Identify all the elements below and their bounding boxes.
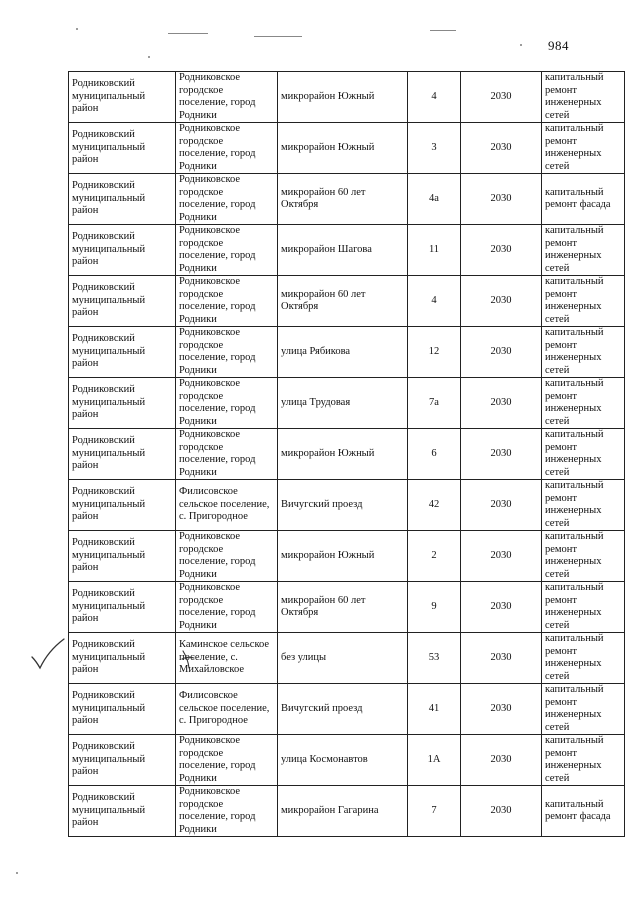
year-cell: 2030 [461,786,542,837]
street-cell: микрорайон Южный [278,123,408,174]
year-cell: 2030 [461,531,542,582]
year-cell: 2030 [461,633,542,684]
year-cell: 2030 [461,684,542,735]
district-cell: Родниковский муниципальный район [69,327,176,378]
settlement-cell: Филисовское сельское поселение, с. Пригородное [176,684,278,735]
street-cell: микрорайон 60 лет Октября [278,582,408,633]
table-row [69,480,625,531]
scan-artifact-dot [148,56,150,58]
handwritten-mark-icon [180,649,196,669]
street-cell: микрорайон 60 лет Октября [278,276,408,327]
year-cell: 2030 [461,123,542,174]
table-row [69,225,625,276]
house-number-cell: 1А [408,735,461,786]
year-cell: 2030 [461,582,542,633]
street-cell: микрорайон Южный [278,72,408,123]
street-cell: Вичугский проезд [278,480,408,531]
settlement-cell: Родниковское городское поселение, город Родники [176,174,278,225]
house-number-cell: 7а [408,378,461,429]
year-cell: 2030 [461,429,542,480]
year-cell: 2030 [461,72,542,123]
handwritten-checkmark-icon [30,637,66,671]
work-type-cell: капитальный ремонт инженерных сетей [542,735,625,786]
street-cell: улица Трудовая [278,378,408,429]
table-row [69,72,625,123]
year-cell: 2030 [461,174,542,225]
scan-artifact-dot [16,872,18,874]
scan-artifact-dot [76,28,78,30]
year-cell: 2030 [461,735,542,786]
work-type-cell: капитальный ремонт фасада [542,786,625,837]
work-type-cell: капитальный ремонт инженерных сетей [542,429,625,480]
year-cell: 2030 [461,378,542,429]
work-type-cell: капитальный ремонт инженерных сетей [542,276,625,327]
house-number-cell: 6 [408,429,461,480]
year-cell: 2030 [461,225,542,276]
district-cell: Родниковский муниципальный район [69,429,176,480]
district-cell: Родниковский муниципальный район [69,123,176,174]
table-row [69,174,625,225]
work-type-cell: капитальный ремонт инженерных сетей [542,633,625,684]
settlement-cell: Родниковское городское поселение, город Родники [176,276,278,327]
housing-repair-table [68,71,625,837]
work-type-cell: капитальный ремонт инженерных сетей [542,582,625,633]
street-cell: Вичугский проезд [278,684,408,735]
table-body [69,72,625,837]
district-cell: Родниковский муниципальный район [69,480,176,531]
year-cell: 2030 [461,327,542,378]
house-number-cell: 42 [408,480,461,531]
settlement-cell: Родниковское городское поселение, город Родники [176,582,278,633]
scan-artifact-line [168,33,208,34]
house-number-cell: 4а [408,174,461,225]
house-number-cell: 4 [408,276,461,327]
street-cell: микрорайон Гагарина [278,786,408,837]
table-row [69,378,625,429]
house-number-cell: 2 [408,531,461,582]
district-cell: Родниковский муниципальный район [69,735,176,786]
settlement-cell: Родниковское городское поселение, город Родники [176,735,278,786]
district-cell: Родниковский муниципальный район [69,582,176,633]
table-row [69,531,625,582]
table-row [69,786,625,837]
settlement-cell: Родниковское городское поселение, город Родники [176,225,278,276]
table-row [69,582,625,633]
house-number-cell: 9 [408,582,461,633]
house-number-cell: 12 [408,327,461,378]
table-row [69,633,625,684]
district-cell: Родниковский муниципальный район [69,633,176,684]
work-type-cell: капитальный ремонт инженерных сетей [542,72,625,123]
settlement-cell: Каминское сельское поселение, с. Михайловское [176,633,278,684]
street-cell: улица Рябикова [278,327,408,378]
scan-artifact-dot [520,44,522,46]
house-number-cell: 3 [408,123,461,174]
district-cell: Родниковский муниципальный район [69,531,176,582]
settlement-cell: Родниковское городское поселение, город Родники [176,429,278,480]
district-cell: Родниковский муниципальный район [69,378,176,429]
district-cell: Родниковский муниципальный район [69,225,176,276]
settlement-cell: Родниковское городское поселение, город Родники [176,786,278,837]
work-type-cell: капитальный ремонт инженерных сетей [542,531,625,582]
settlement-cell: Родниковское городское поселение, город Родники [176,123,278,174]
house-number-cell: 41 [408,684,461,735]
work-type-cell: капитальный ремонт инженерных сетей [542,378,625,429]
house-number-cell: 11 [408,225,461,276]
settlement-cell: Родниковское городское поселение, город Родники [176,327,278,378]
district-cell: Родниковский муниципальный район [69,276,176,327]
street-cell: без улицы [278,633,408,684]
table-row [69,684,625,735]
table-row [69,327,625,378]
work-type-cell: капитальный ремонт инженерных сетей [542,684,625,735]
table-row [69,276,625,327]
work-type-cell: капитальный ремонт инженерных сетей [542,225,625,276]
street-cell: микрорайон Южный [278,531,408,582]
year-cell: 2030 [461,480,542,531]
district-cell: Родниковский муниципальный район [69,684,176,735]
work-type-cell: капитальный ремонт фасада [542,174,625,225]
scan-artifact-line [430,30,456,31]
house-number-cell: 7 [408,786,461,837]
street-cell: микрорайон 60 лет Октября [278,174,408,225]
scan-artifact-line [254,36,302,37]
page-number: 984 [548,38,569,53]
settlement-cell: Родниковское городское поселение, город Родники [176,378,278,429]
table-row [69,735,625,786]
year-cell: 2030 [461,276,542,327]
house-number-cell: 4 [408,72,461,123]
work-type-cell: капитальный ремонт инженерных сетей [542,327,625,378]
street-cell: микрорайон Южный [278,429,408,480]
table-row [69,429,625,480]
street-cell: улица Космонавтов [278,735,408,786]
district-cell: Родниковский муниципальный район [69,174,176,225]
work-type-cell: капитальный ремонт инженерных сетей [542,123,625,174]
district-cell: Родниковский муниципальный район [69,786,176,837]
settlement-cell: Филисовское сельское поселение, с. Пригородное [176,480,278,531]
settlement-cell: Родниковское городское поселение, город Родники [176,531,278,582]
table-row [69,123,625,174]
district-cell: Родниковский муниципальный район [69,72,176,123]
settlement-cell: Родниковское городское поселение, город Родники [176,72,278,123]
house-number-cell: 53 [408,633,461,684]
work-type-cell: капитальный ремонт инженерных сетей [542,480,625,531]
street-cell: микрорайон Шагова [278,225,408,276]
